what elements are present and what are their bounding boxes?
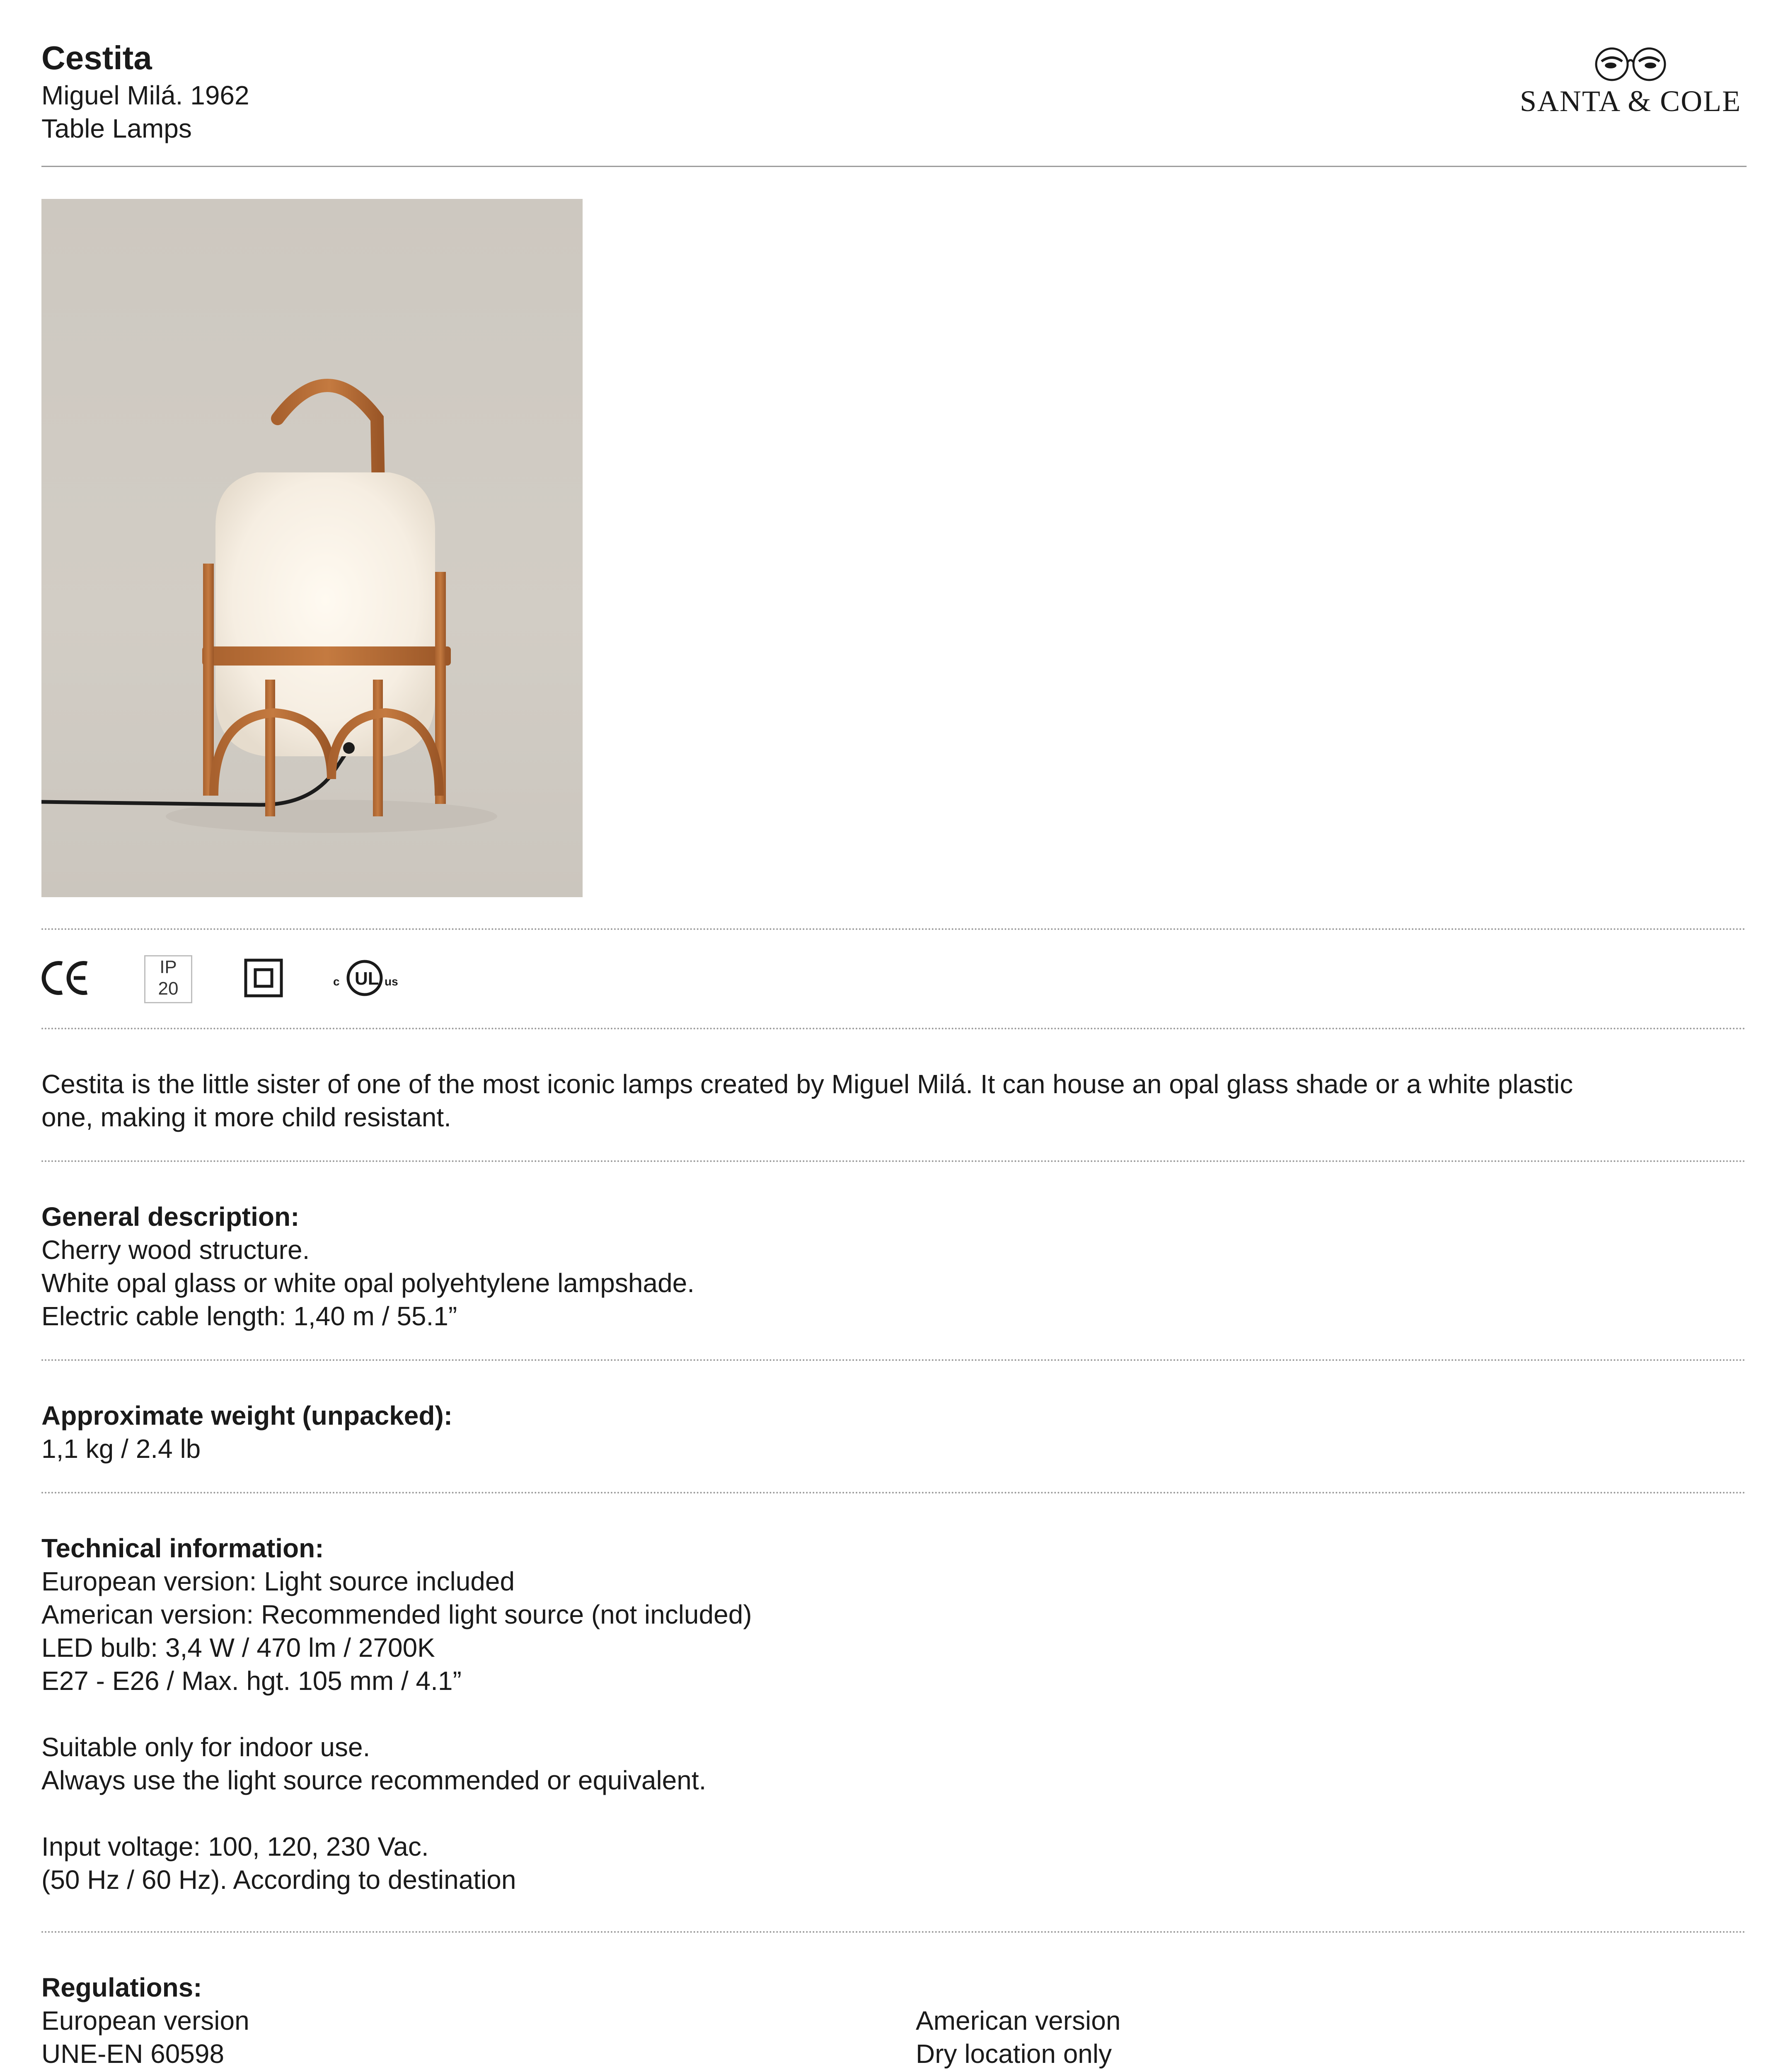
svg-text:c: c: [333, 975, 340, 988]
technical-line: (50 Hz / 60 Hz). According to destination: [41, 1865, 516, 1895]
ce-mark-icon: [41, 955, 91, 1001]
description-line: Electric cable length: 1,40 m / 55.1”: [41, 1301, 457, 1331]
divider: [41, 1359, 1747, 1361]
divider: [41, 1931, 1747, 1933]
brand-name: SANTA & COLE: [1519, 85, 1742, 118]
technical-line: European version: Light source included: [41, 1566, 515, 1596]
description-line: Cherry wood structure.: [41, 1235, 310, 1265]
divider: [41, 1492, 1747, 1493]
technical-line: LED bulb: 3,4 W / 470 lm / 2700K: [41, 1633, 435, 1663]
svg-text:UL: UL: [355, 968, 379, 989]
header: [41, 29, 1747, 166]
product-title: Cestita: [41, 39, 152, 76]
intro-line: Cestita is the little sister of one of the most iconic lamps created by Miguel Milá. It can house an opal glass shade or a white plastic: [41, 1069, 1573, 1099]
regulation-line: [41, 2070, 1747, 2072]
european-regulations: [41, 2004, 1747, 2072]
general-description: [41, 1200, 1747, 1333]
cestita-lamp-photo-icon: [41, 199, 583, 897]
section-heading: General description:: [41, 1202, 300, 1232]
technical-information: [41, 1532, 1747, 1896]
two-faces-logo-icon: [1581, 46, 1680, 83]
technical-line: Suitable only for indoor use.: [41, 1732, 370, 1762]
double-insulation-icon: [244, 958, 283, 998]
regulation-line: Dry location only: [916, 2039, 1112, 2069]
regulation-line: UNE-EN 60598: [41, 2039, 225, 2069]
header-divider: [41, 166, 1747, 167]
technical-line: E27 - E26 / Max. hgt. 105 mm / 4.1”: [41, 1666, 462, 1696]
brand-logo: [1515, 46, 1747, 124]
weight-value: 1,1 kg / 2.4 lb: [41, 1434, 201, 1464]
ip20-icon: [144, 955, 192, 1003]
regulation-line: [916, 2070, 1120, 2072]
divider: [41, 928, 1747, 930]
intro-line: one, making it more child resistant.: [41, 1102, 451, 1132]
product-category: Table Lamps: [41, 114, 192, 143]
product-photo: [41, 199, 583, 897]
section-heading: Approximate weight (unpacked):: [41, 1401, 453, 1431]
section-heading: Regulations:: [41, 1973, 202, 2002]
regulation-line: American version: [916, 2006, 1121, 2036]
section-heading: Technical information:: [41, 1533, 324, 1563]
certification-icons: [41, 949, 539, 1007]
divider: [41, 1160, 1747, 1162]
ip-rating: 20: [158, 978, 179, 999]
american-regulations: [916, 2004, 1120, 2072]
technical-line: American version: Recommended light source (not included): [41, 1600, 752, 1629]
description-line: White opal glass or white opal polyehtylene lampshade.: [41, 1268, 695, 1298]
technical-line: Always use the light source recommended or equivalent.: [41, 1765, 706, 1795]
divider: [41, 1028, 1747, 1029]
regulations: [41, 1971, 1747, 2072]
intro-text: [41, 1067, 1747, 1134]
regulation-line: European version: [41, 2006, 249, 2036]
weight-section: [41, 1399, 1747, 1465]
designer-year: Miguel Milá. 1962: [41, 80, 249, 110]
svg-text:us: us: [385, 975, 398, 988]
cul-us-icon: [331, 957, 414, 999]
technical-line: Input voltage: 100, 120, 230 Vac.: [41, 1832, 429, 1861]
ip-label: IP: [160, 957, 177, 977]
